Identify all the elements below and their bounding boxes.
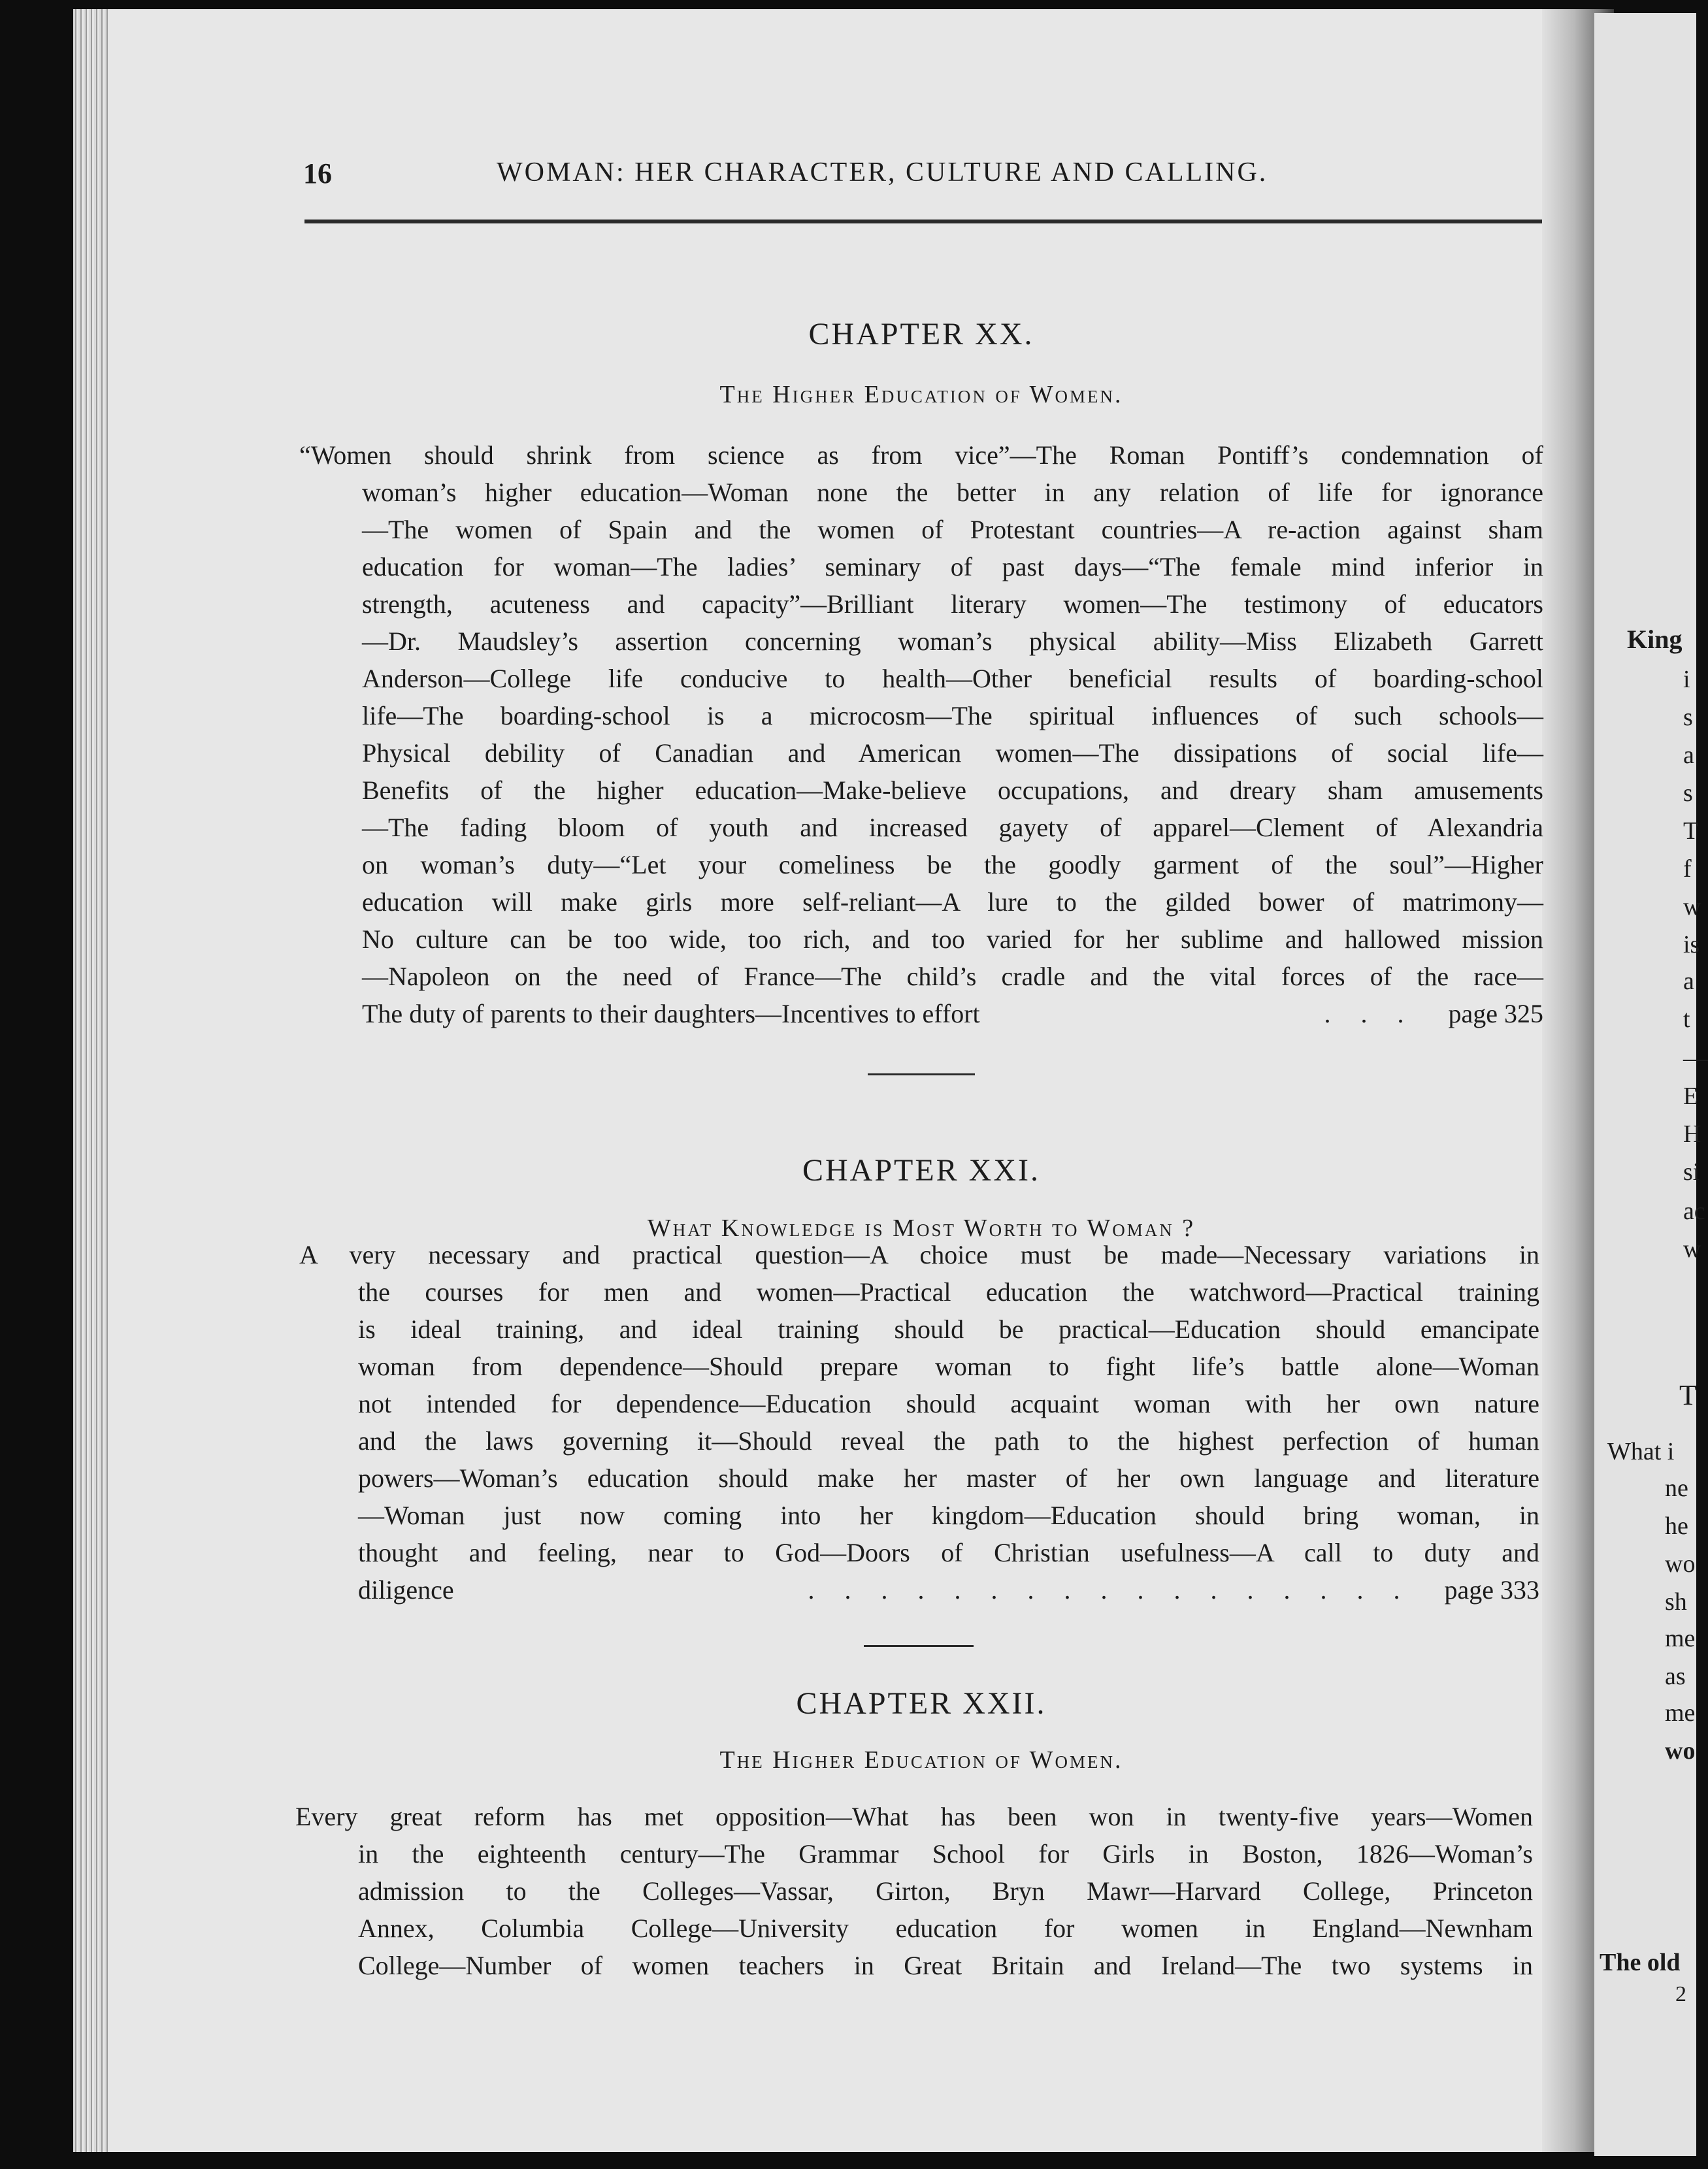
facing-page-fragment: me: [1665, 1699, 1696, 1727]
summary-line: is ideal training, and ideal training should be practical—Education should emancipate: [358, 1314, 1539, 1344]
facing-page-fragment: —: [1683, 1045, 1708, 1072]
summary-line: powers—Woman’s education should make her master of her own language and literature: [358, 1463, 1539, 1493]
page-number: 16: [303, 157, 332, 189]
facing-page-fragment: a: [1683, 742, 1694, 769]
summary-line: —The women of Spain and the women of Protestant countries—A re-action against sham: [362, 515, 1543, 544]
facing-page-fragment: t: [1683, 1005, 1690, 1033]
summary-last-line: The duty of parents to their daughters—Incentives to effort: [362, 999, 980, 1028]
facing-page-fragment: si: [1683, 1158, 1700, 1186]
summary-line: —The fading bloom of youth and increased gayety of apparel—Clement of Alexandria: [362, 813, 1543, 842]
page-reference: page 333: [1444, 1575, 1539, 1605]
summary-line: strength, acuteness and capacity”—Brilliant literary women—The testimony of educators: [362, 589, 1543, 619]
summary-line: Annex, Columbia College—University education for women in England—Newnham: [358, 1914, 1533, 1943]
chapter-summary: [299, 436, 1543, 1032]
chapter-summary: [299, 1236, 1539, 1608]
facing-page-fragment: H: [1683, 1120, 1701, 1148]
facing-page-fragment: ne: [1665, 1475, 1688, 1502]
summary-line: No culture can be too wide, too rich, and too varied for her sublime and hallowed mission: [362, 924, 1543, 954]
summary-line: College—Number of women teachers in Great Britain and Ireland—The two systems in: [358, 1951, 1533, 1980]
facing-page-fragment: E: [1683, 1083, 1699, 1110]
chapter-title: CHAPTER XXII.: [796, 1686, 1047, 1721]
facing-page-fragment: s: [1683, 779, 1693, 807]
summary-line: education will make girls more self-reliant—A lure to the gilded bower of matrimony—: [362, 887, 1543, 917]
facing-page-fragment: w: [1683, 1235, 1701, 1263]
summary-line: not intended for dependence—Education should acquaint woman with her own nature: [358, 1389, 1539, 1418]
summary-last-line: diligence: [358, 1575, 454, 1605]
summary-line: in the eighteenth century—The Grammar School for Girls in Boston, 1826—Woman’s: [358, 1839, 1533, 1868]
facing-page: [1594, 13, 1708, 2156]
summary-line: —Woman just now coming into her kingdom—Education should bring woman, in: [358, 1501, 1539, 1530]
facing-page-fragment: What i: [1607, 1438, 1675, 1465]
facing-page-fragment: me: [1665, 1625, 1696, 1652]
facing-page-fragment: f: [1683, 855, 1692, 883]
summary-line: “Women should shrink from science as from vice”—The Roman Pontiff’s condemnation of: [299, 440, 1543, 470]
facing-page-fragment: a: [1683, 968, 1694, 995]
summary-line: education for woman—The ladies’ seminary of past days—“The female mind inferior in: [362, 552, 1543, 581]
facing-page-fragment: as: [1665, 1663, 1686, 1690]
summary-line: admission to the Colleges—Vassar, Girton, Bryn Mawr—Harvard College, Princeton: [358, 1876, 1533, 1906]
summary-line: on woman’s duty—“Let your comeliness be the goodly garment of the soul”—Higher: [362, 850, 1543, 879]
summary-line: woman from dependence—Should prepare woman to fight life’s battle alone—Woman: [358, 1352, 1539, 1381]
summary-line: —Dr. Maudsley’s assertion concerning woman’s physical ability—Miss Elizabeth Garrett: [362, 627, 1543, 656]
facing-page-fragment: s: [1683, 704, 1693, 731]
facing-page-fragment: i: [1683, 666, 1690, 693]
facing-page-fragment: ac: [1683, 1198, 1705, 1225]
facing-page-fragment: wo: [1665, 1550, 1696, 1578]
chapter-subtitle: The Higher Education of Women.: [719, 1746, 1123, 1774]
running-title: WOMAN: HER CHARACTER, CULTURE AND CALLING.: [497, 157, 1268, 188]
facing-page-fragment: The old: [1600, 1949, 1681, 1976]
chapter-title: CHAPTER XXI.: [802, 1153, 1040, 1188]
summary-line: the courses for men and women—Practical education the watchword—Practical training: [358, 1277, 1539, 1307]
section-divider: [868, 1073, 975, 1075]
page-edges: [73, 9, 112, 2152]
dot-leaders: . . . . . . . . . . . . . . . . .: [808, 1575, 1412, 1605]
facing-page-fragment: sh: [1665, 1588, 1687, 1616]
page-reference: page 325: [1448, 999, 1543, 1028]
summary-line: life—The boarding-school is a microcosm—The spiritual influences of such schools—: [362, 701, 1543, 730]
chapter-subtitle: The Higher Education of Women.: [719, 381, 1123, 408]
facing-page-fragment: w: [1683, 893, 1701, 921]
summary-line: Physical debility of Canadian and American women—The dissipations of social life—: [362, 738, 1543, 768]
facing-page-fragment: wo: [1665, 1737, 1696, 1765]
facing-page-fragment: 2: [1675, 1982, 1686, 2006]
facing-page-fragment: T: [1679, 1379, 1697, 1411]
summary-line: Every great reform has met opposition—What has been won in twenty-five years—Women: [295, 1802, 1533, 1831]
facing-page-fragment: he: [1665, 1512, 1688, 1540]
summary-line: Benefits of the higher education—Make-believe occupations, and dreary sham amusements: [362, 775, 1543, 805]
summary-line: woman’s higher education—Woman none the better in any relation of life for ignorance: [362, 478, 1543, 507]
dot-leaders: . . .: [1324, 999, 1416, 1028]
summary-line: Anderson—College life conducive to health—Other beneficial results of boarding-school: [362, 664, 1543, 693]
chapter-title: CHAPTER XX.: [808, 317, 1034, 351]
header-rule: [304, 220, 1542, 223]
chapter-subtitle: What Knowledge is Most Worth to Woman ?: [647, 1215, 1196, 1242]
facing-page-fragment: King: [1627, 625, 1683, 654]
summary-line: and the laws governing it—Should reveal the path to the highest perfection of human: [358, 1426, 1539, 1456]
facing-page-fragment: T: [1683, 817, 1699, 845]
summary-line: thought and feeling, near to God—Doors of Christian usefulness—A call to duty and: [358, 1538, 1539, 1567]
summary-line: A very necessary and practical question—A choice must be made—Necessary variations in: [299, 1240, 1539, 1269]
section-divider: [864, 1645, 974, 1647]
summary-line: —Napoleon on the need of France—The child’s cradle and the vital forces of the race—: [362, 962, 1543, 991]
chapter-summary: [295, 1798, 1533, 1984]
facing-page-fragment: is: [1683, 931, 1700, 958]
